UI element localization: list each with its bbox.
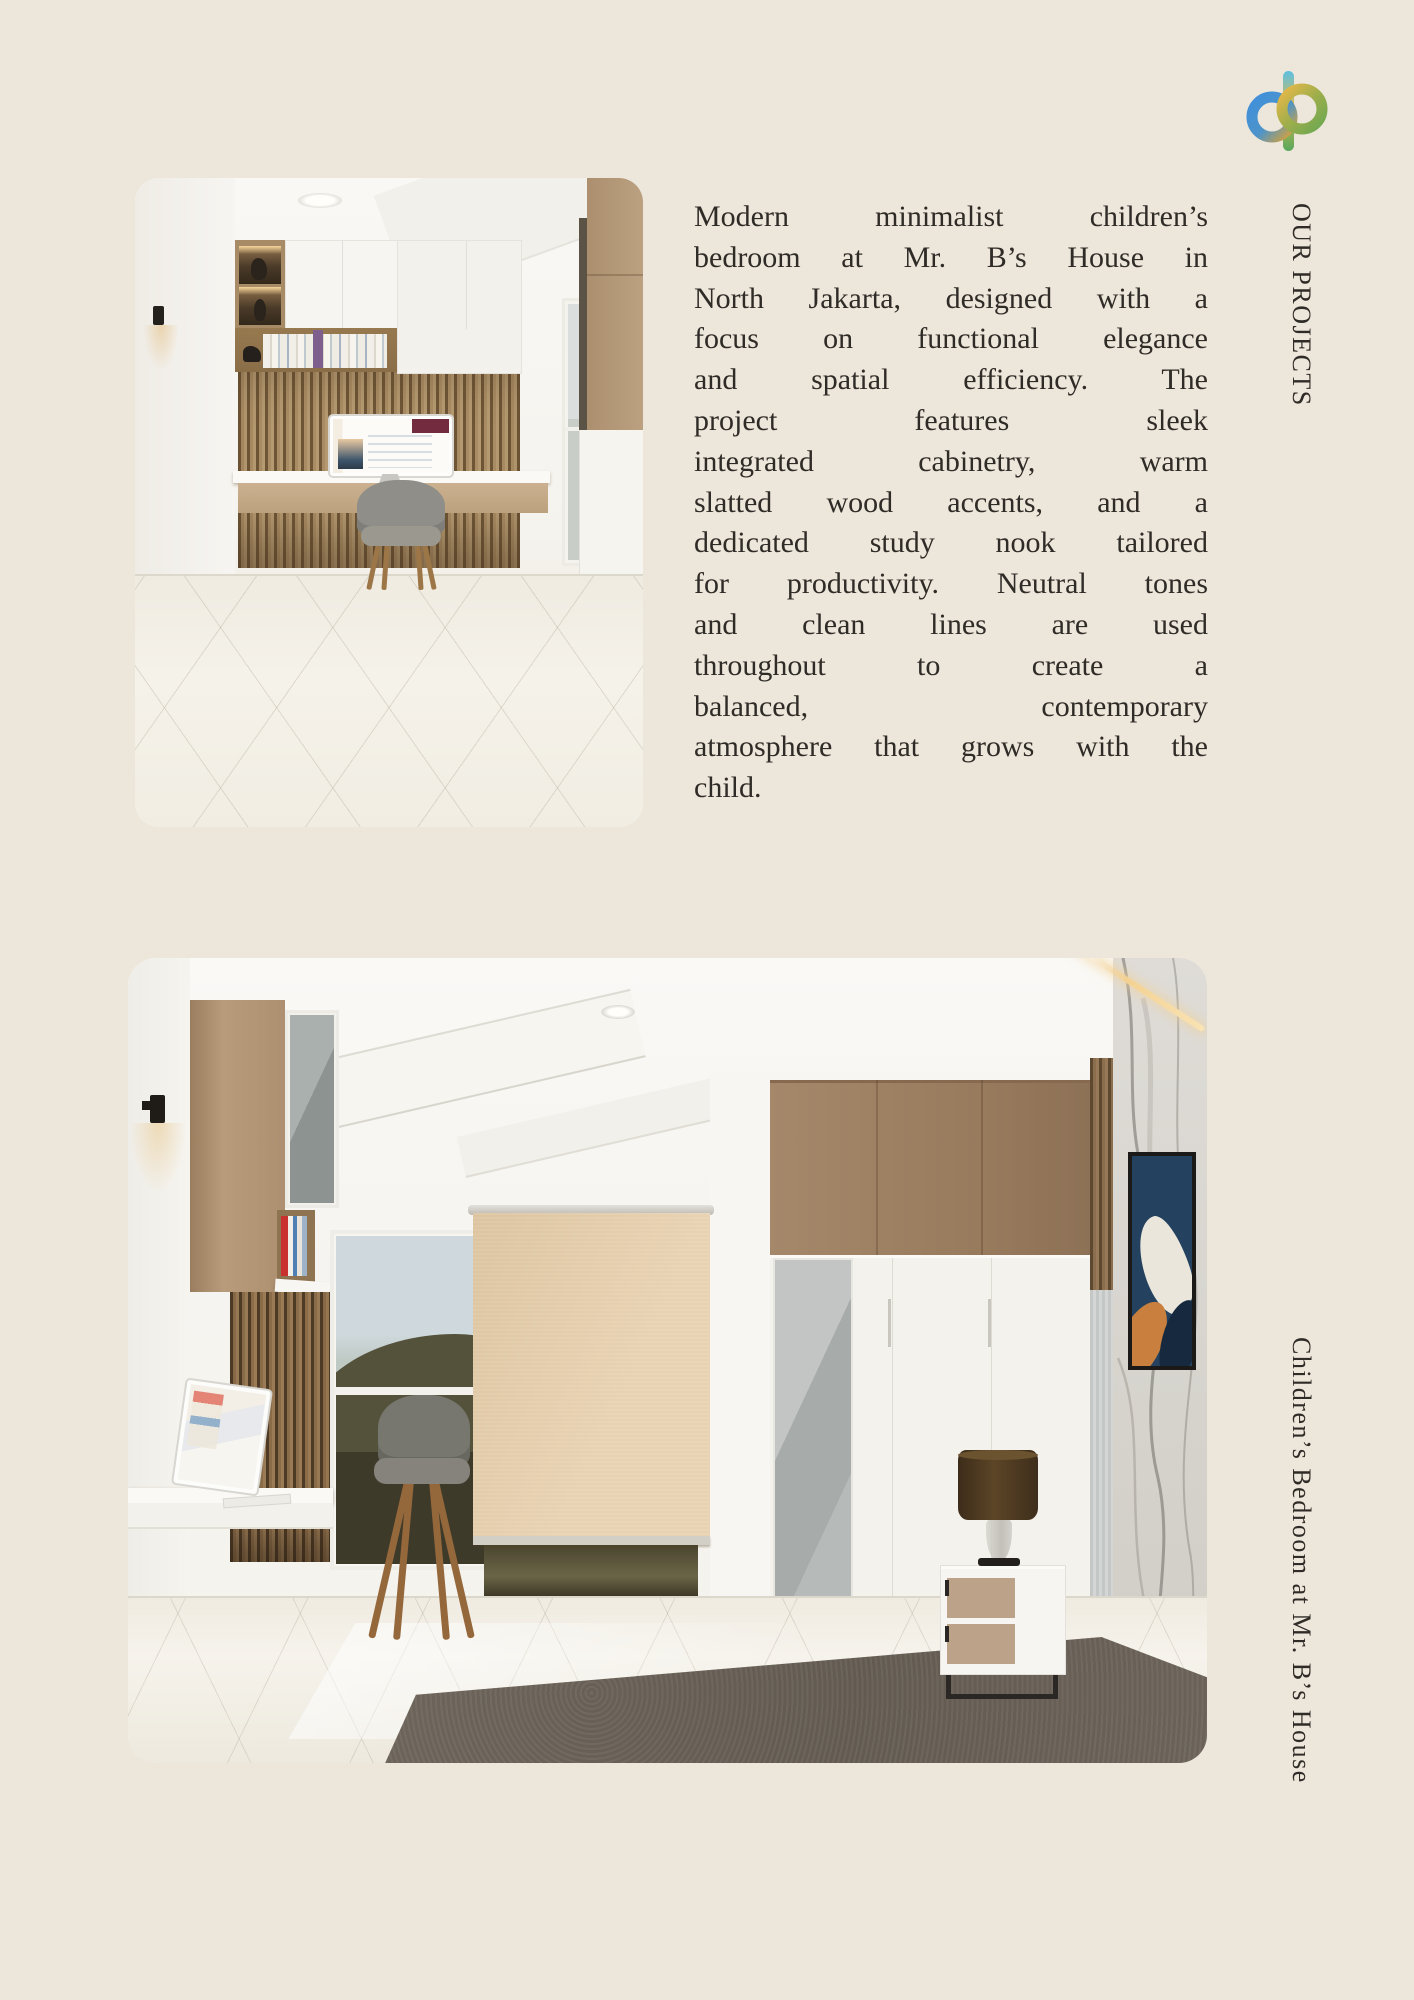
table-lamp-foot (978, 1558, 1020, 1566)
recessed-light (601, 1005, 635, 1019)
door-seam (892, 1258, 893, 1603)
left-wall (135, 178, 235, 598)
upper-cabinets (285, 240, 399, 330)
description-line: Modern minimalist children’s (694, 200, 1208, 233)
description-line: bedroom at Mr. B’s House in (694, 240, 1208, 274)
sculpture (251, 258, 267, 280)
section-label-our-projects: OUR PROJECTS (1287, 203, 1316, 407)
door-handle (888, 1299, 891, 1347)
description-line: for productivity. Neutral tones (694, 567, 1208, 601)
table-lamp-shade (958, 1450, 1038, 1520)
accent-book (313, 330, 323, 368)
description-line: dedicated study nook tailored (694, 526, 1208, 560)
description-line: and clean lines are used (694, 607, 1208, 641)
book-shelf (277, 1210, 315, 1282)
render-image-study-nook (135, 178, 643, 827)
left-wall (128, 958, 190, 1658)
project-title-vertical: Children’s Bedroom at Mr. B’s House (1287, 1337, 1316, 1784)
dp-logo-icon (1237, 68, 1337, 156)
screen-image (338, 439, 364, 469)
render-image-bedroom (128, 958, 1207, 1763)
roller-blind-rail (473, 1536, 710, 1545)
description-line: North Jakarta, designed with a (694, 281, 1208, 315)
artwork-canvas (1132, 1156, 1192, 1366)
wardrobe-upper-brown (770, 1080, 1090, 1255)
desk-chair-seat (374, 1458, 470, 1484)
display-niche (239, 246, 281, 284)
roller-blind (473, 1213, 710, 1543)
computer-screen (333, 419, 449, 473)
description-line: project features sleek (694, 403, 1208, 437)
window-lower-strip (484, 1545, 698, 1597)
screen-text-lines (368, 435, 432, 467)
desktop-computer (328, 414, 454, 478)
display-cabinet (235, 240, 285, 328)
mirror-door (773, 1258, 853, 1601)
desk-chair-seat (361, 526, 441, 546)
nightstand (940, 1565, 1066, 1675)
framed-artwork (1128, 1152, 1196, 1370)
sconce-glow (143, 325, 179, 371)
description-line: throughout to create a (694, 648, 1208, 682)
nightstand-drawer (947, 1578, 1015, 1618)
description-line: slatted wood accents, and a (694, 485, 1208, 519)
vase (254, 299, 266, 321)
tall-cabinet-panel (190, 1000, 285, 1292)
recessed-light (298, 193, 342, 208)
horse-figurine (243, 346, 261, 362)
upper-cabinets-right (397, 240, 522, 374)
open-bookshelf (235, 328, 397, 372)
description-line: balanced, contemporary (694, 689, 1208, 723)
display-niche (239, 287, 281, 325)
wall-sconce (150, 1095, 165, 1123)
description-line: and spatial efficiency. The (694, 363, 1208, 397)
desktop-computer (171, 1377, 273, 1496)
description-line: focus on functional elegance (694, 322, 1208, 356)
nightstand-drawer (947, 1624, 1015, 1664)
description-line: atmosphere that grows with the (694, 730, 1208, 764)
tiled-floor (135, 576, 643, 827)
description-line: integrated cabinetry, warm (694, 444, 1208, 478)
project-description (694, 197, 1208, 809)
glass-front-cabinet (285, 1010, 339, 1208)
door-handle (988, 1299, 991, 1347)
wardrobe-upper (587, 178, 643, 430)
description-line: child. (694, 771, 762, 805)
sconce-glow (130, 1123, 186, 1193)
screen-header (412, 419, 449, 433)
nightstand-legs (946, 1675, 1058, 1699)
wall-sconce (153, 306, 164, 325)
book-row (263, 334, 387, 368)
